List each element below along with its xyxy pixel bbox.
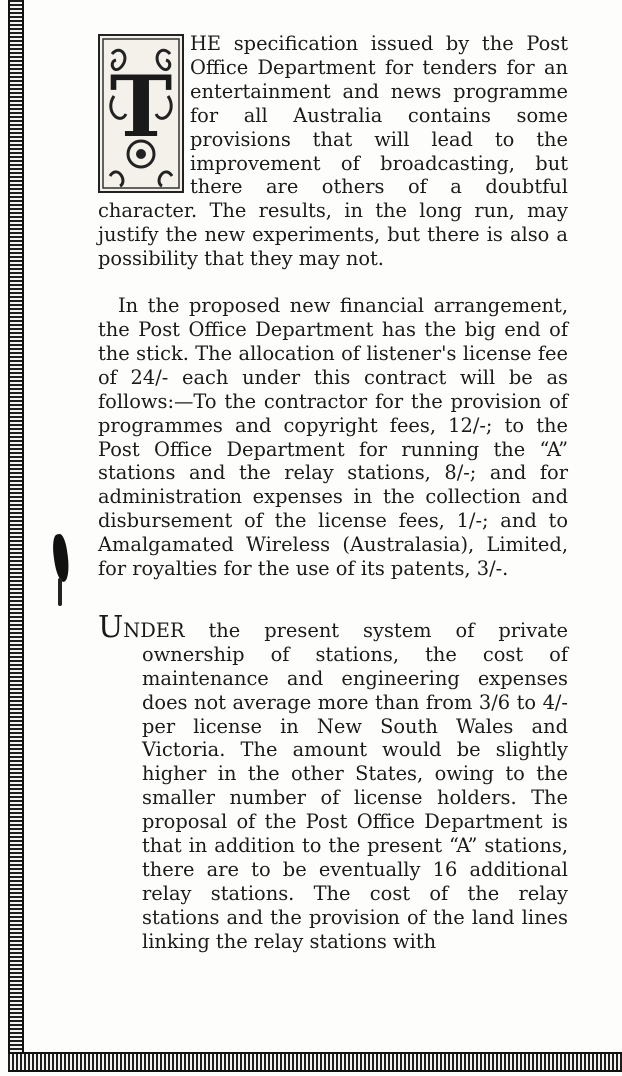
paragraph-3-initial: U	[98, 609, 124, 645]
paragraph-3	[98, 609, 568, 954]
dropcap-letter: T	[109, 57, 173, 156]
ink-blot-drip	[58, 578, 62, 606]
bottom-decorative-border	[8, 1052, 622, 1072]
paragraph-2: In the proposed new financial arrangement, the Post Office Department has the big end of the stick. The allocation of listener's license fee of 24/- each under this contract will be as follows:—To the contractor for the provision of programmes and copyright fees, 12/-; to the Post Office Department for running the “A” stations and the relay stations, 8/-; and for administration expenses in the collection and disbursement of the license fees, 1/-; and to Amalgamated Wireless (Australasia), Limited, for royalties for the use of its patents, 3/-.	[98, 294, 568, 581]
ink-blot	[51, 533, 72, 582]
paragraph-1: HE specification issued by the Post Office Department for tenders for an entertainment and news programme for all Australia contains some provisions that will lead to the improvement of broadcasting, but there are others of a doubtful character. The results, in the long run, may justify the new experiments, but there is also a possibility that they may not.	[98, 32, 568, 271]
ornamental-dropcap-art	[100, 36, 182, 191]
paragraph-3-text: NDER the present system of private ownership of stations, the cost of maintenance and engineering expenses does not average more than from 3/6 to 4/- per license in New South Wales and Victoria. The amount would be slightly higher in the other States, owing to the smaller number of license holders. The proposal of the Post Office Department is that in addition to the present “A” stations, there are to be eventually 16 additional relay stations. The cost of the relay stations and the provision of the land lines linking the relay stations with	[123, 618, 568, 953]
ornamental-dropcap	[98, 34, 184, 193]
left-decorative-border	[8, 0, 24, 1060]
article-column	[98, 32, 568, 954]
